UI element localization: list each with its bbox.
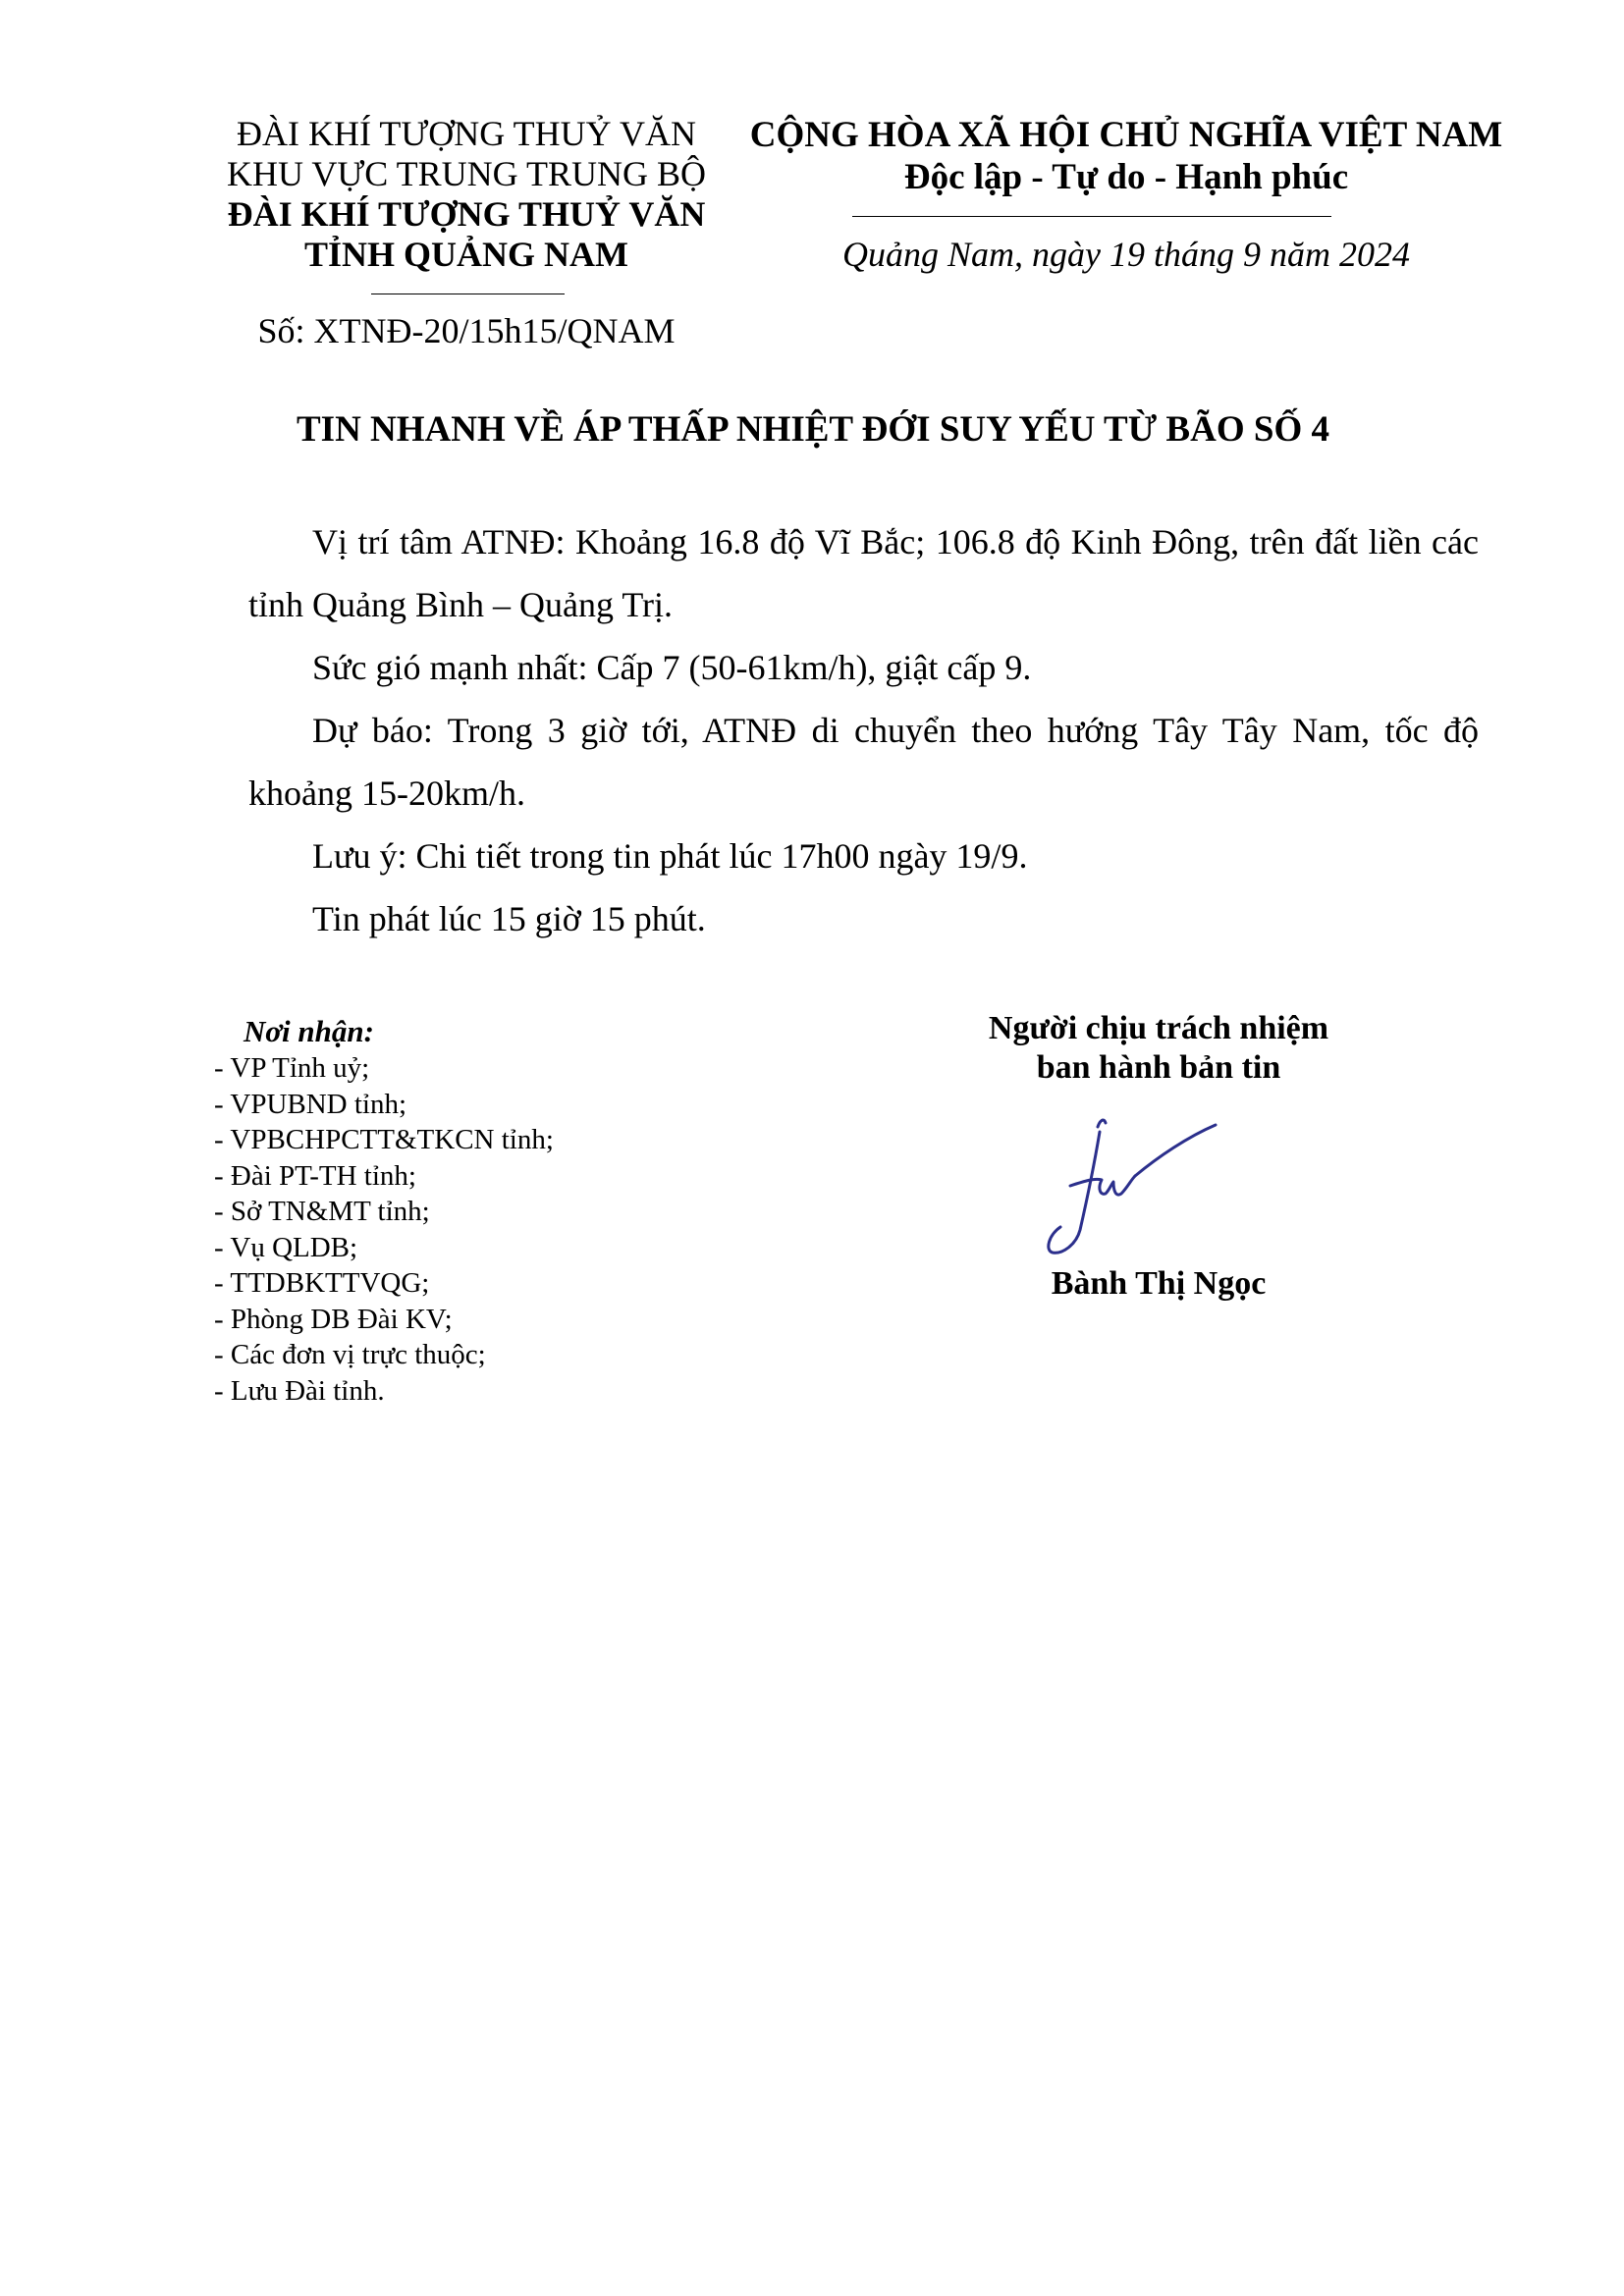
recipients-block [214,1013,823,1409]
signatory-role-line-1: Người chịu trách nhiệm [988,1010,1329,1046]
national-divider [852,216,1331,217]
recipient-item: - Vụ QLDB; [214,1231,358,1263]
signature-stroke [1070,1176,1135,1195]
agency-line-4: TỈNH QUẢNG NAM [304,235,628,274]
agency-line-2: KHU VỰC TRUNG TRUNG BỘ [227,154,706,193]
signature-stroke [1098,1120,1106,1127]
body-paragraph-forecast: Dự báo: Trong 3 giờ tới, ATNĐ di chuyển theo hướng Tây Tây Nam, tốc độ khoảng 15-20km/h. [248,711,1479,813]
recipient-item: - Các đơn vị trực thuộc; [214,1339,486,1370]
recipient-item: - TTDBKTTVQG; [214,1267,430,1299]
signatory-role [903,1009,1414,1088]
document-title: TIN NHANH VỀ ÁP THẤP NHIỆT ĐỚI SUY YẾU TỪ BÃO SỐ 4 [297,409,1329,450]
recipient-item: - VP Tỉnh uỷ; [214,1052,370,1084]
handwritten-signature [1041,1107,1237,1269]
recipients-list [214,1050,823,1409]
recipient-item: - VPBCHPCTT&TKCN tỉnh; [214,1124,554,1155]
recipient-item: - Sở TN&MT tỉnh; [214,1196,430,1227]
document-number: Số: XTNĐ-20/15h15/QNAM [257,311,676,350]
document-body [248,510,1479,950]
signature-stroke [1049,1132,1100,1253]
recipient-item: - Lưu Đài tỉnh. [214,1374,385,1407]
recipients-heading: Nơi nhận: [244,1014,374,1048]
body-paragraph-position: Vị trí tâm ATNĐ: Khoảng 16.8 độ Vĩ Bắc; 106.8 độ Kinh Đông, trên đất liền các tỉnh Quảng Bình – Quảng Trị. [248,522,1479,624]
national-motto-1: CỘNG HÒA XÃ HỘI CHỦ NGHĨA VIỆT NAM [749,115,1503,155]
body-paragraph-issued: Tin phát lúc 15 giờ 15 phút. [312,899,706,938]
issue-date: Quảng Nam, ngày 19 tháng 9 năm 2024 [842,235,1410,274]
body-paragraph-wind: Sức gió mạnh nhất: Cấp 7 (50-61km/h), giật cấp 9. [312,648,1032,687]
body-paragraph-note: Lưu ý: Chi tiết trong tin phát lúc 17h00 ngày 19/9. [312,836,1028,876]
recipient-item: - VPUBND tỉnh; [214,1088,407,1120]
national-motto-2: Độc lập - Tự do - Hạnh phúc [903,157,1349,197]
recipient-item: - Đài PT-TH tỉnh; [214,1159,416,1192]
national-header [738,114,1514,198]
signatory-role-line-2: ban hành bản tin [1036,1049,1281,1086]
signer-name: Bành Thị Ngọc [1051,1265,1267,1302]
agency-line-3: ĐÀI KHÍ TƯỢNG THUỶ VĂN [227,194,706,234]
signature-stroke [1135,1125,1216,1176]
agency-line-1: ĐÀI KHÍ TƯỢNG THUỶ VĂN [237,114,696,153]
recipient-item: - Phòng DB Đài KV; [214,1303,453,1335]
agency-header [196,114,736,275]
